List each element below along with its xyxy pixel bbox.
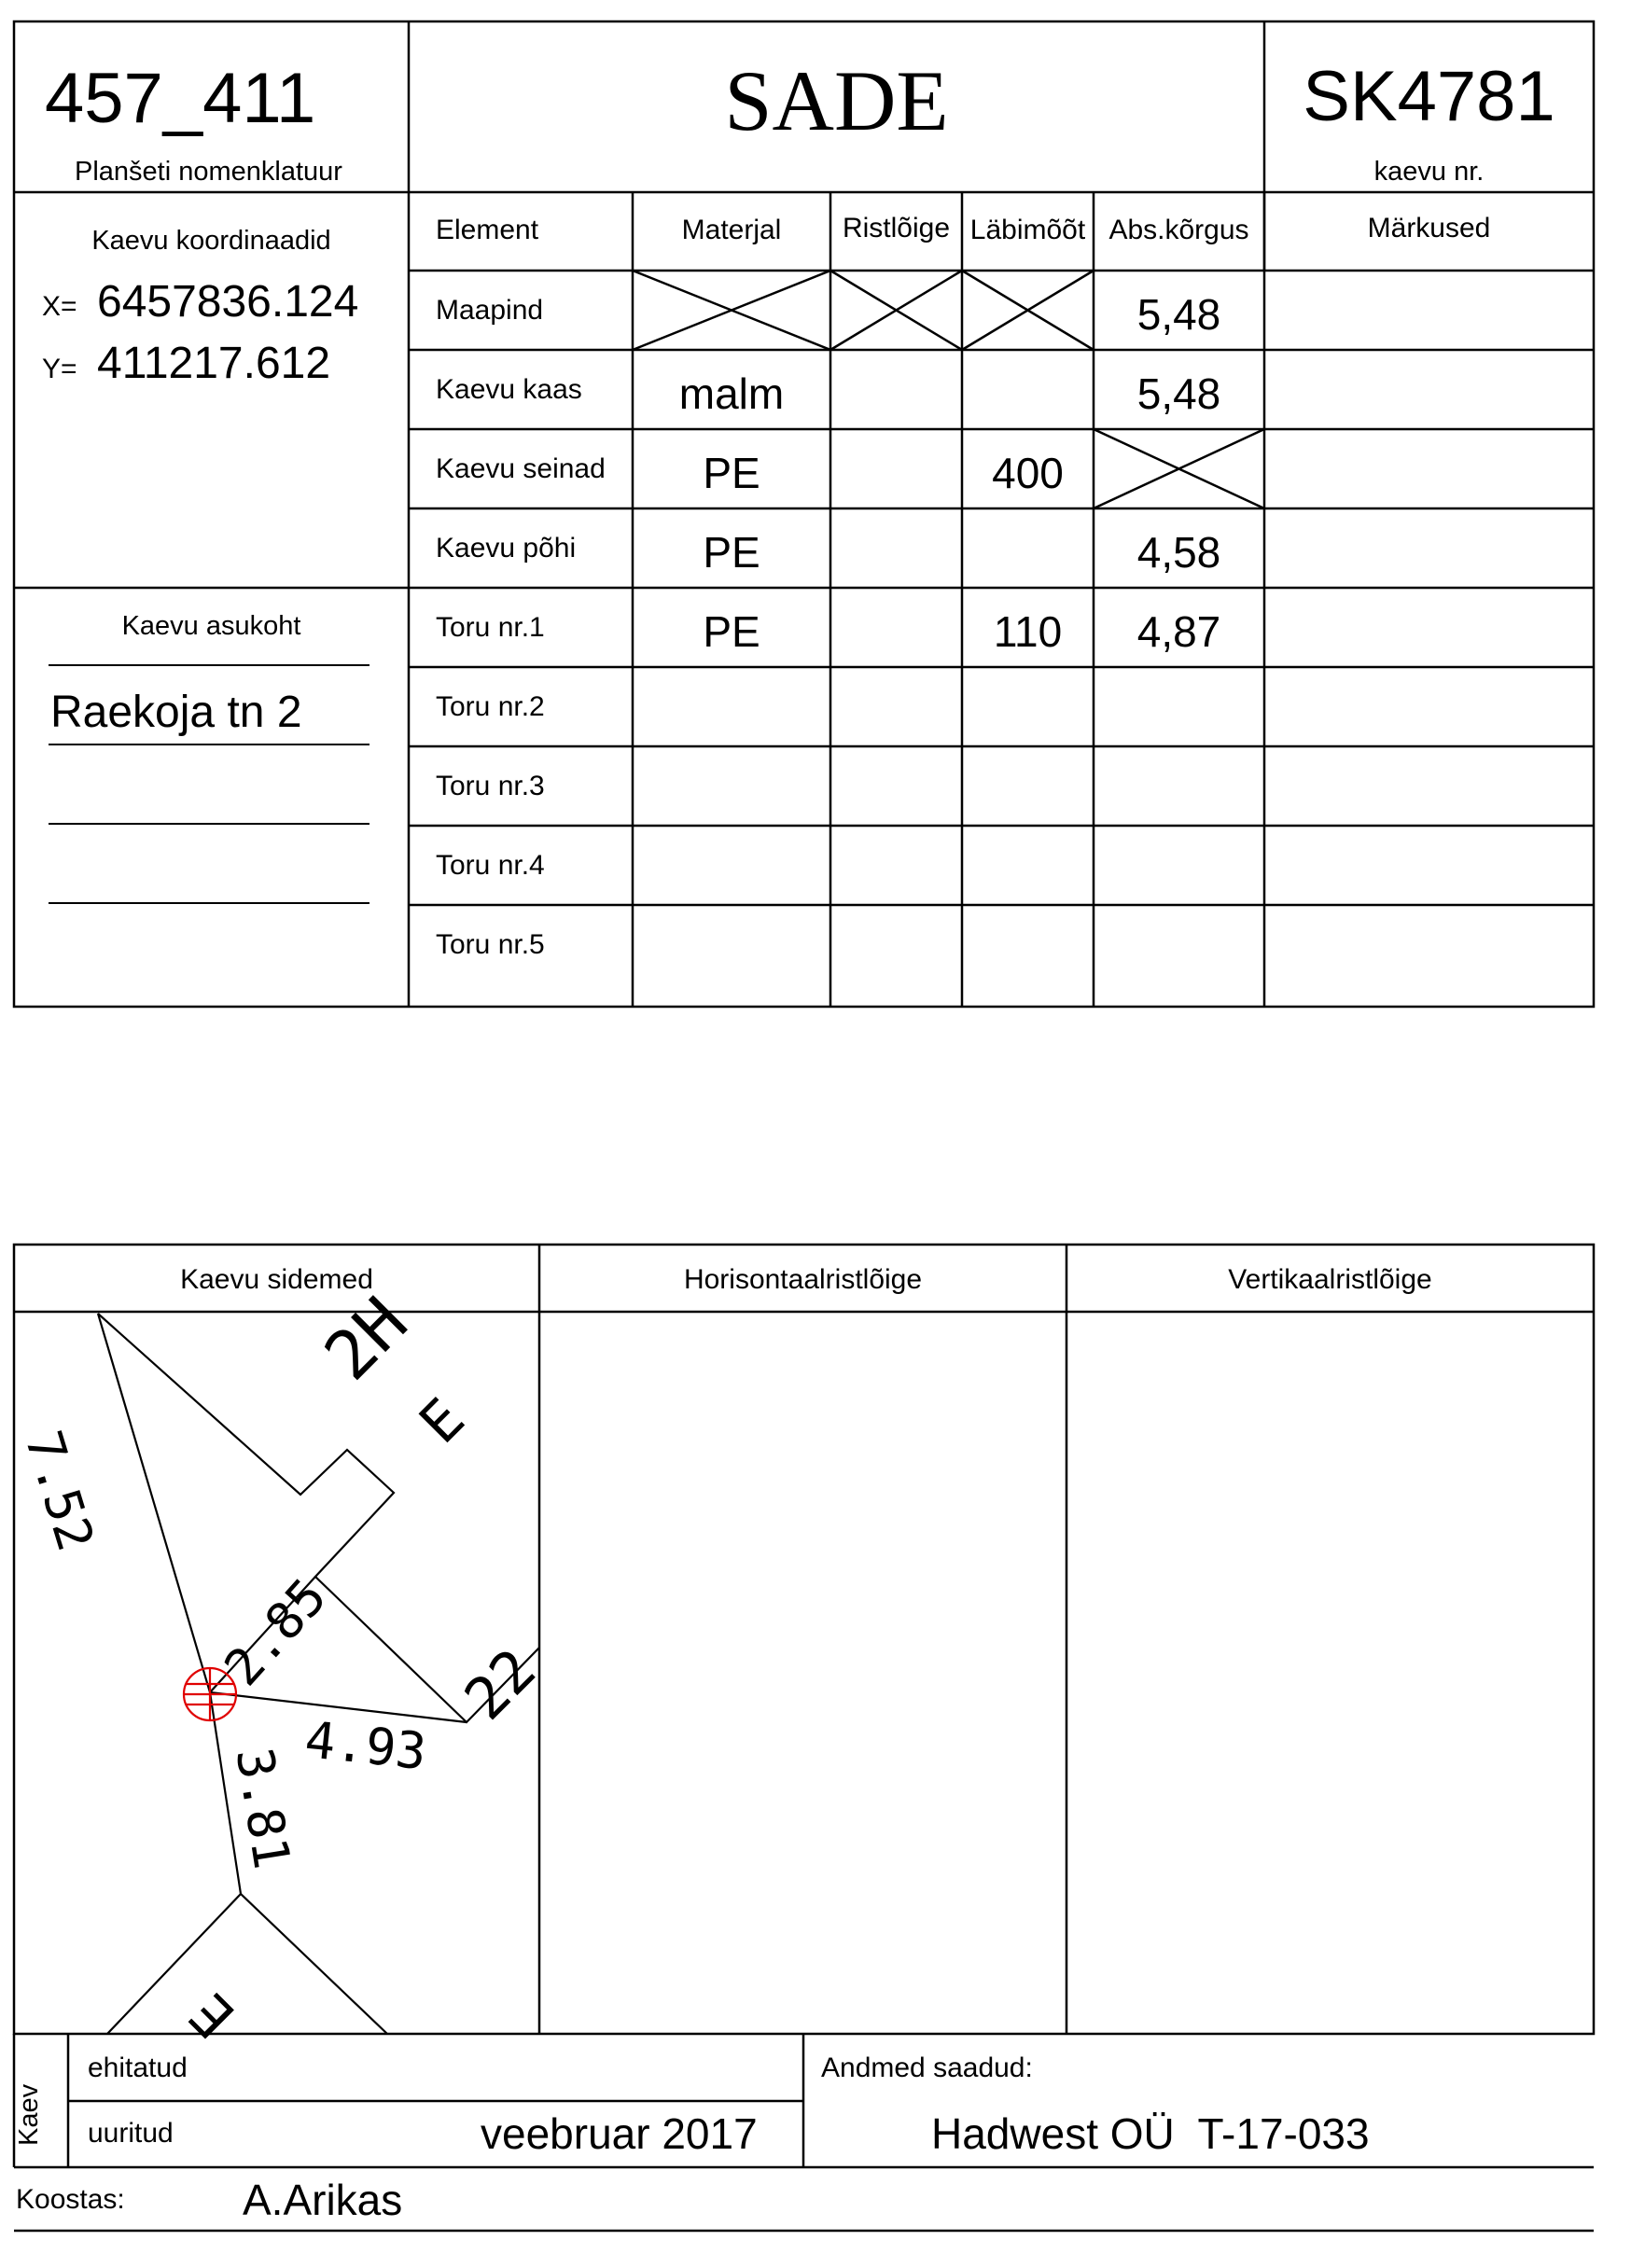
well-number-label: kaevu nr. <box>1373 157 1485 187</box>
location-line-1: Raekoja tn 2 <box>50 688 302 737</box>
y-label: Y= <box>42 354 77 384</box>
header-diameter: Läbimõõt <box>969 215 1086 245</box>
table-row-elevation: 4,87 <box>1136 607 1221 656</box>
table-row-material: PE <box>703 449 760 497</box>
header-ties: Kaevu sidemed <box>180 1264 373 1295</box>
sheet-nomenclature: 457_411 <box>45 59 316 138</box>
x-coordinate: 6457836.124 <box>97 277 359 327</box>
table-row-element: Maapind <box>436 295 544 326</box>
compiled-by: A.Arikas <box>243 2176 403 2224</box>
location-label: Kaevu asukoht <box>121 611 301 641</box>
header-material: Materjal <box>681 215 782 245</box>
header-elevation: Abs.kõrgus <box>1108 215 1249 245</box>
sketch-label-7-52: 7.52 <box>13 1424 105 1558</box>
sketch-label-3-81: 3.81 <box>224 1744 302 1873</box>
table-row-elevation: 4,58 <box>1136 528 1221 577</box>
built-label: ehitatud <box>88 2052 188 2083</box>
well-symbol-icon <box>184 1668 236 1720</box>
header-notes: Märkused <box>1367 213 1491 243</box>
sketch-label-2h: 2H <box>309 1282 423 1396</box>
data-received-label: Andmed saadud: <box>821 2052 1033 2083</box>
table-row-element: Toru nr.2 <box>436 691 545 722</box>
x-label: X= <box>42 291 77 322</box>
table-row-element: Toru nr.5 <box>436 929 545 960</box>
sketch-label-22: 22 <box>451 1635 550 1733</box>
well-number: SK4781 <box>1303 57 1555 136</box>
table-row-material: PE <box>703 528 760 577</box>
table-row-elevation: 5,48 <box>1136 290 1221 339</box>
sketch-label-e-bottom: E <box>177 1980 248 2051</box>
table-row-material: malm <box>678 369 785 418</box>
table-row-element: Kaevu põhi <box>436 533 577 564</box>
table-row-elevation: 5,48 <box>1136 369 1221 418</box>
compiled-label: Koostas: <box>16 2184 125 2215</box>
header-element: Element <box>436 215 539 245</box>
data-source: Hadwest OÜ T-17-033 <box>931 2109 1370 2158</box>
surveyed-label: uuritud <box>88 2118 174 2149</box>
sketch-label-e-top: E <box>407 1385 478 1456</box>
header-cross-section: Ristlõige <box>842 213 951 243</box>
table-row-diameter: 400 <box>992 449 1064 497</box>
coordinates-label: Kaevu koordinaadid <box>91 226 331 256</box>
header-horizontal-section: Horisontaalristlõige <box>683 1264 923 1295</box>
sheet-nomenclature-label: Planšeti nomenklatuur <box>75 157 342 187</box>
page-title: SADE <box>724 53 949 148</box>
table-row-element: Toru nr.4 <box>436 850 545 881</box>
side-label-kaev: Kaev <box>14 2083 44 2146</box>
sketch-label-2-85: 2.85 <box>213 1567 339 1697</box>
header-vertical-section: Vertikaalristlõige <box>1228 1264 1432 1295</box>
y-coordinate: 411217.612 <box>97 339 331 388</box>
table-row-material: PE <box>703 607 760 656</box>
table-row-element: Kaevu seinad <box>436 453 606 484</box>
sketch-label-4-93: 4.93 <box>301 1710 429 1782</box>
table-row-element: Toru nr.3 <box>436 771 545 801</box>
table-row-element: Toru nr.1 <box>436 612 545 643</box>
table-row-element: Kaevu kaas <box>436 374 582 405</box>
survey-date: veebruar 2017 <box>481 2109 758 2158</box>
table-row-diameter: 110 <box>993 607 1063 656</box>
